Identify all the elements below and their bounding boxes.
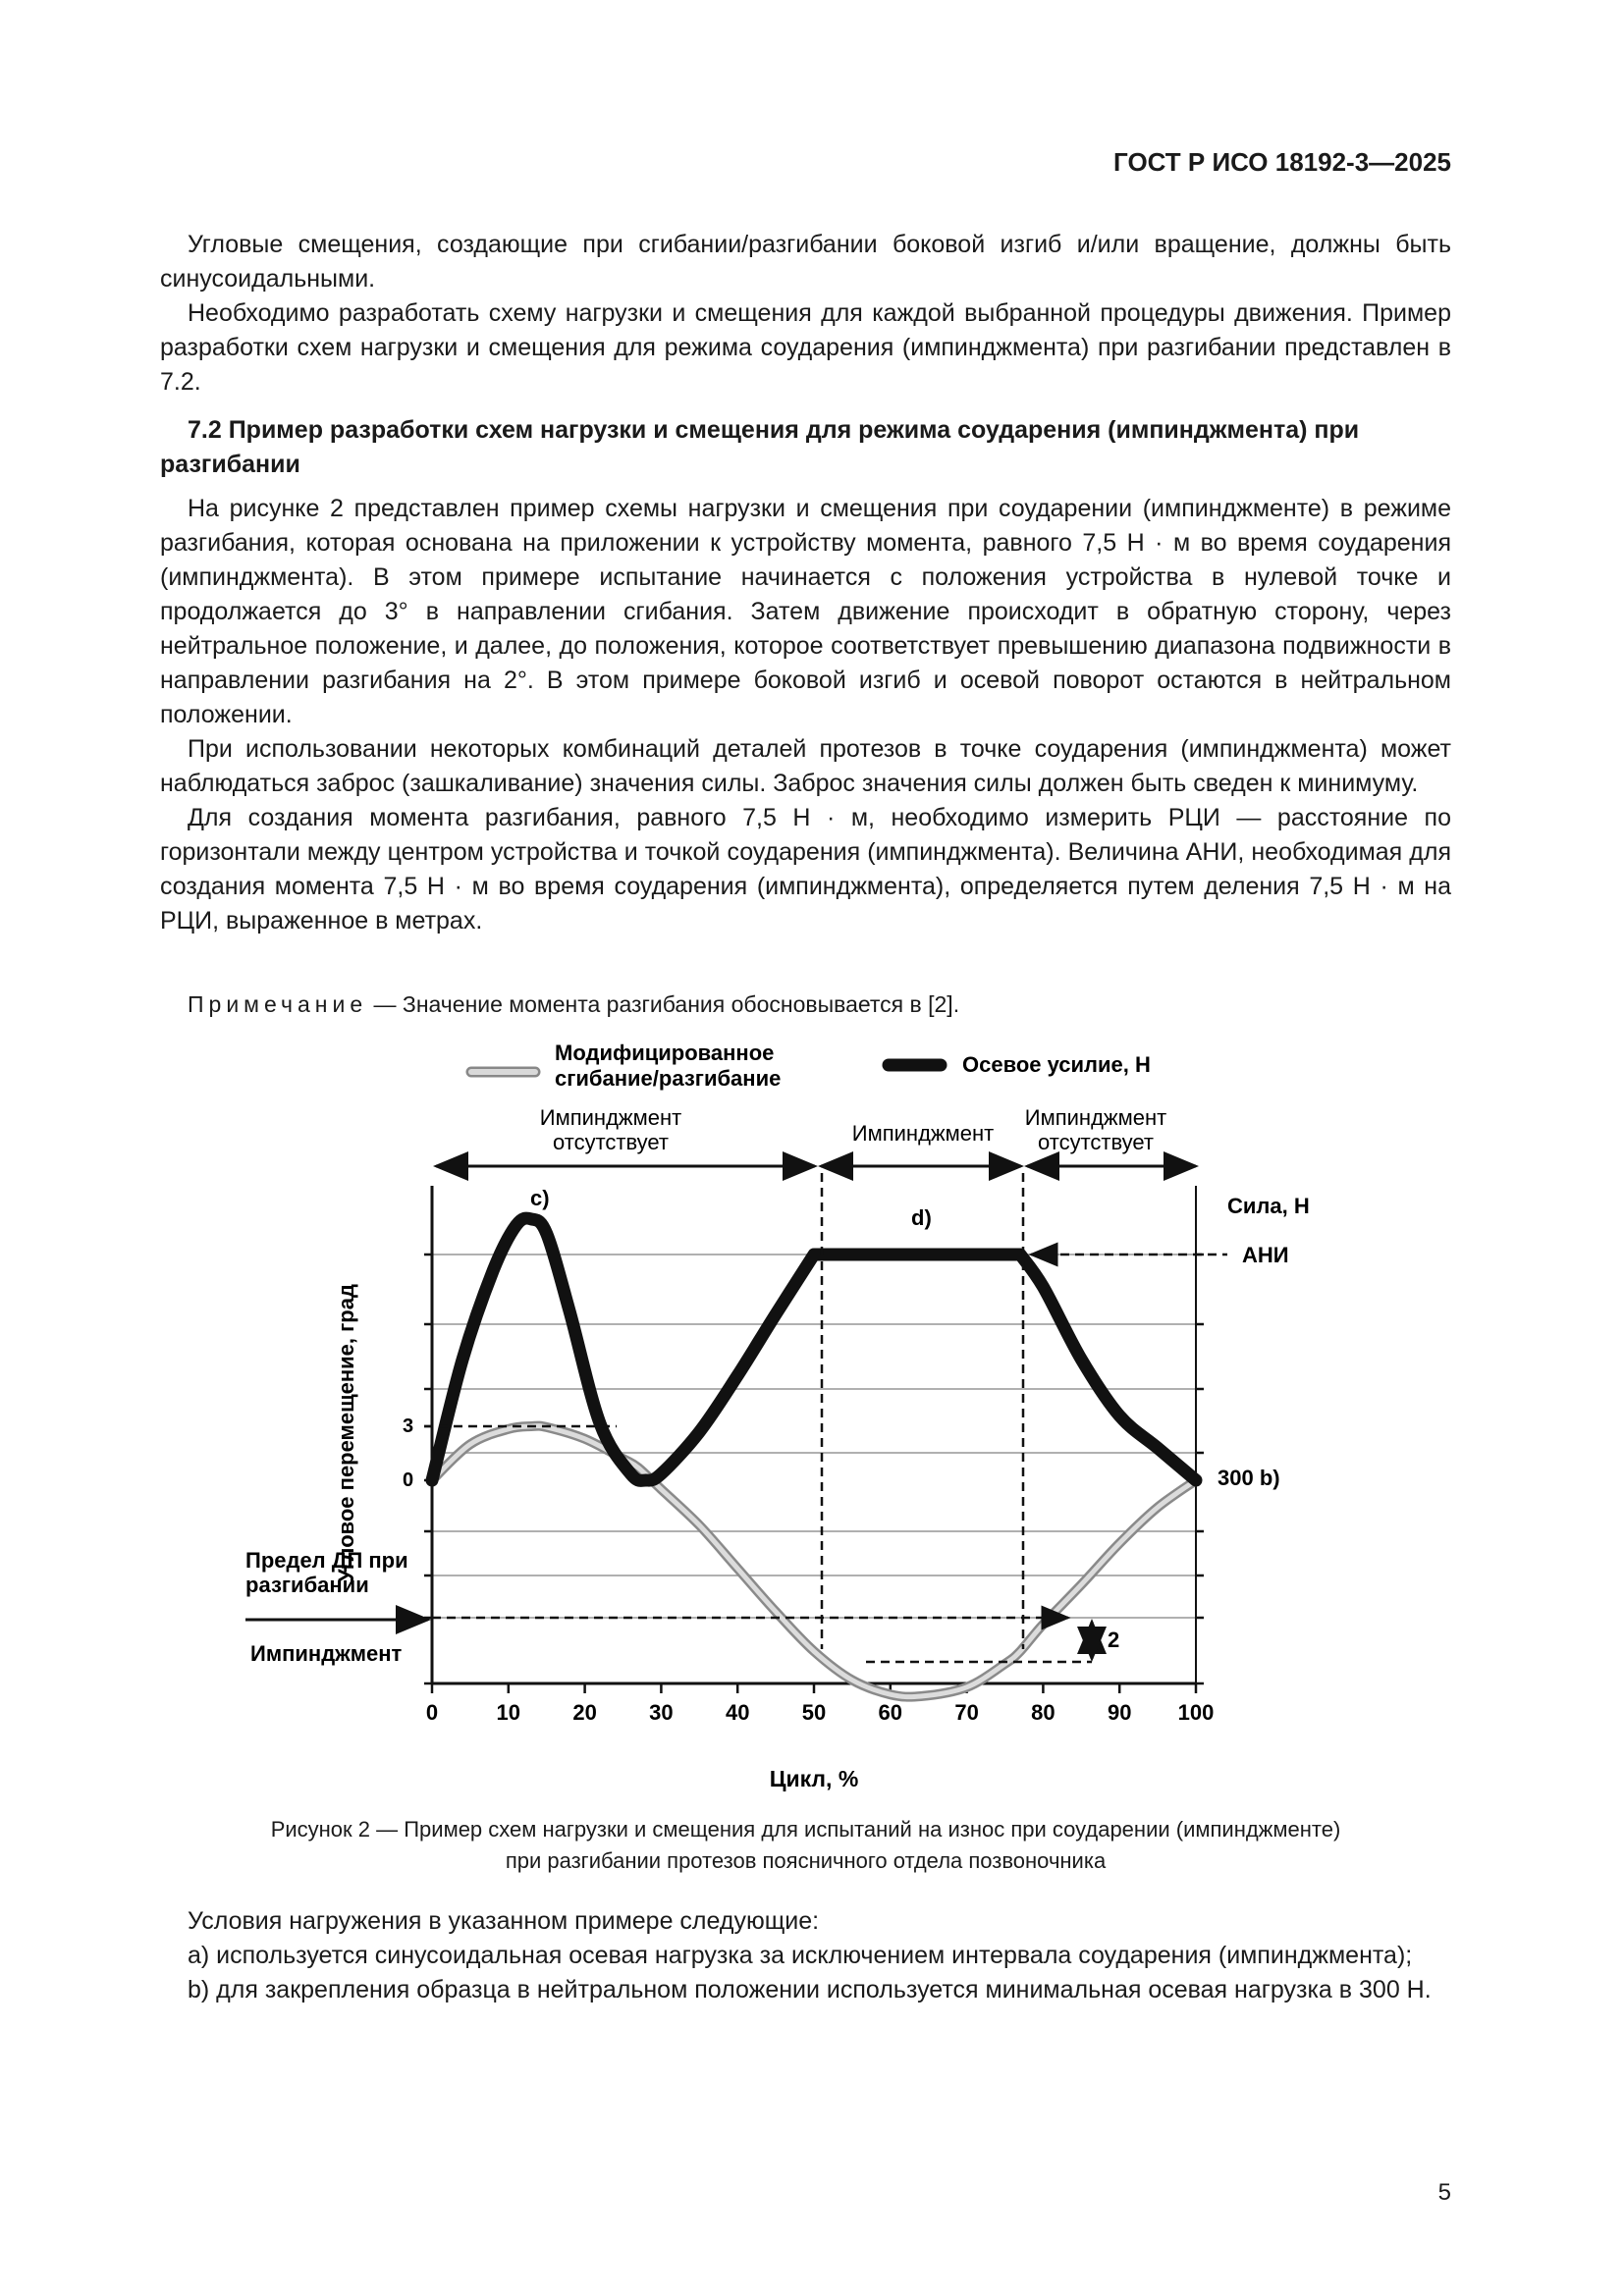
paragraph: Для создания момента разгибания, равного 7,5 Н · м, необходимо измерить РЦИ — расстояние по горизонтали между центром устройства и точкой соударения (импинджмента). Величина АНИ, необходимая для создания момента 7,5 Н · м во время соударения (импинджмента), определяется путем деления 7,5 Н · м на РЦИ, выраженное в метрах. [160,804,1451,934]
x-tick-label: 30 [649,1700,674,1725]
right-ticks [1196,1255,1204,1683]
list-item: b) для закрепления образца в нейтральном положении используется минимальная осевая нагрузка в 300 Н. [188,1976,1432,2003]
x-axis-label: Цикл, % [769,1766,859,1791]
x-tick-label: 0 [425,1700,439,1725]
phase-label: Импинджмент отсутствует [539,1105,682,1154]
intro-text [160,228,1451,938]
list-item: а) используется синусоидальная осевая нагрузка за исключением интервала соударения (импинджмента); [188,1942,1413,1969]
section-heading: 7.2 Пример разработки схем нагрузки и смещения для режима соударения (импинджмента) при разгибании [160,416,1360,478]
x-tick-label: 10 [496,1700,521,1725]
paragraph: Условия нагружения в указанном примере следующие: [188,1907,820,1935]
x-tick-label: 20 [572,1700,597,1725]
x-tick-label: 40 [725,1700,750,1725]
phase-label: Импинджмент отсутствует [1024,1105,1167,1154]
x-ticks [426,1683,1214,1725]
series-force [432,1218,1196,1480]
annotation-rom-limit: Предел ДП при разгибании [245,1548,408,1597]
page-number: 5 [1437,2179,1451,2206]
figure-caption [160,1814,1451,1877]
x-tick-label: 80 [1031,1700,1056,1725]
document-id: ГОСТ Р ИСО 18192-3—2025 [1113,147,1451,177]
legend-force-label: Осевое усилие, Н [962,1052,1151,1077]
y-axis-label: Угловое перемещение, град [334,1284,358,1582]
note-label: Примечание [188,991,368,1017]
paragraph: На рисунке 2 представлен пример схемы нагрузки и смещения при соударении (импинджменте) в режиме разгибания, которая основана на приложении к устройству момента, равного 7,5 Н · м во время соударения (импинджмента). В этом примере испытание начинается с положения устройства в нулевой точке и продолжается до 3° в направлении сгибания. Затем движение происходит в обратную сторону, через нейтральное положение, и далее, до положения, которое соответствует превышению диапазона подвижности в направлении разгибания на 2°. В этом примере боковой изгиб и осевой поворот остаются в нейтральном положении. [160,495,1451,728]
annotation-impingement: Импинджмент [250,1641,403,1666]
annotation-force-end: 300 b) [1218,1466,1280,1490]
series-displacement-outline [432,1426,1196,1697]
paragraph: При использовании некоторых комбинаций деталей протезов в точке соударения (импинджмента) может наблюдаться заброс (зашкаливание) значения силы. Заброс значения силы должен быть сведен к минимуму. [160,735,1451,797]
x-tick-label: 90 [1107,1700,1132,1725]
legend-displacement-label: Модифицированное сгибание/разгибание [555,1041,782,1091]
x-tick-label: 70 [954,1700,979,1725]
x-tick-label: 100 [1177,1700,1215,1725]
annotation-ani: АНИ [1242,1243,1289,1267]
conditions [160,1904,1451,2007]
x-tick-label: 50 [801,1700,827,1725]
y2-axis-label: Сила, Н [1227,1194,1310,1218]
caption-line: Рисунок 2 — Пример схем нагрузки и смещения для испытаний на износ при соударении (импинджменте) [270,1817,1341,1842]
grid [424,1255,1196,1683]
annotation-c: c) [530,1186,550,1210]
legend [471,1041,1151,1091]
y-tick-label: 0 [403,1469,414,1491]
caption-line: при разгибании протезов поясничного отдела позвоночника [505,1848,1107,1873]
note [188,991,959,1018]
note-text: — Значение момента разгибания обосновывается в [2]. [367,991,960,1017]
y-tick-label: 3 [403,1415,414,1437]
annotation-overshoot: 2 [1108,1628,1120,1652]
phase-label: Импинджмент [851,1121,995,1146]
paragraph: Угловые смещения, создающие при сгибании/разгибании боковой изгиб и/или вращение, должны быть синусоидальными. [160,231,1451,293]
figure-2-chart [0,1021,1624,1796]
x-tick-label: 60 [878,1700,903,1725]
annotation-d: d) [911,1205,932,1230]
paragraph: Необходимо разработать схему нагрузки и смещения для каждой выбранной процедуры движения. Пример разработки схем нагрузки и смещения для режима соударения (импинджмента) при разгибании представлен в 7.2. [160,299,1451,396]
